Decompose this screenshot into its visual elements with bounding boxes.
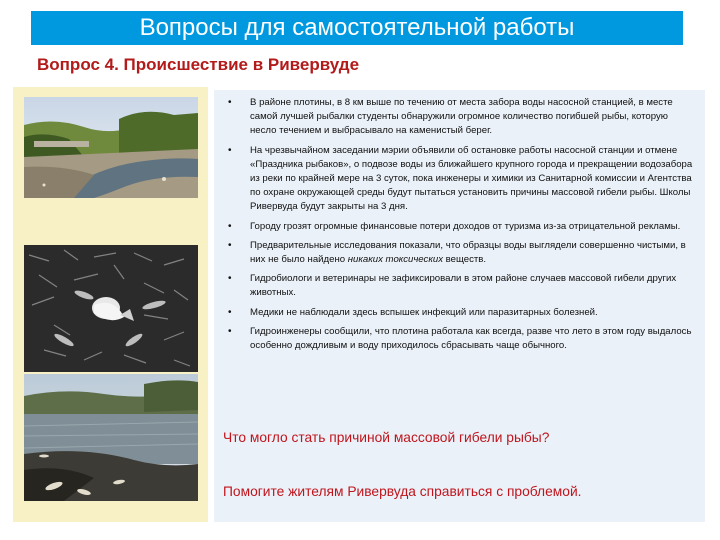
photo-strip [13, 87, 208, 522]
question-help: Помогите жителям Ривервуда справиться с проблемой. [223, 484, 582, 499]
bullet-text: Городу грозят огромные финансовые потери доходов от туризма из-за отрицательной рекламы. [250, 220, 681, 232]
list-item [224, 272, 696, 300]
bullet-text: На чрезвычайном заседании мэрии объявили об остановке работы насосной станции и отмене «Праздника рыбаков», о подвозе воды из ближайшего крупного города и прекращении водозабора из реки по крайней мере на 3 суток, пока инженеры и химики из Санитарной комиссии и Агентства по охране окружающей среды будут пытаться установить причины массовой гибели рыбы. Школы Ривервуда будут закрыты на 3 дня. [250, 144, 693, 213]
slide-title: Вопросы для самостоятельной работы [31, 11, 683, 45]
bullet-text-before: Предварительные исследования показали, что образцы воды выглядели совершенно чистыми, в них не было найдено [250, 239, 686, 266]
list-item [224, 220, 696, 234]
bullet-text-after: веществ. [443, 254, 487, 266]
river-dam-photo [24, 97, 198, 198]
list-item [224, 96, 696, 139]
list-item [224, 306, 696, 320]
bullet-icon: • [228, 220, 232, 232]
bullet-icon: • [228, 239, 232, 251]
bullet-text: Гидроинженеры сообщили, что плотина работала как всегда, разве что лето в этом году выдалось особенно дождливым и воду приходилось сбрасывать чаще обычного. [250, 325, 692, 352]
question-cause: Что могло стать причиной массовой гибели рыбы? [223, 430, 550, 445]
bullet-text: В районе плотины, в 8 км выше по течению от места забора воды насосной станцией, в месте самой лучшей рыбалки студенты обнаружили огромное количество погибшей рыбы, которую несло течением и выбрасывало на каменистый берег. [250, 97, 673, 137]
bullet-list [224, 96, 696, 358]
bullet-icon: • [228, 144, 232, 156]
polluted-shore-photo [24, 374, 198, 501]
dead-fish-photo [24, 245, 198, 372]
list-item [224, 239, 696, 267]
bullet-icon: • [228, 306, 232, 318]
bullet-emphasis: никаких токсических [347, 254, 443, 266]
bullet-text [250, 240, 686, 265]
slide-subtitle: Вопрос 4. Происшествие в Ривервуде [37, 55, 360, 74]
bullet-text: Медики не наблюдали здесь вспышек инфекций или паразитарных болезней. [250, 306, 598, 318]
list-item [224, 325, 696, 353]
bullet-icon: • [228, 273, 232, 285]
list-item [224, 144, 696, 215]
text-panel [214, 90, 705, 522]
bullet-icon: • [228, 325, 232, 337]
bullet-icon: • [228, 97, 232, 108]
bullet-text: Гидробиологи и ветеринары не зафиксировали в этом районе случаев массовой гибели других животных. [250, 273, 677, 299]
